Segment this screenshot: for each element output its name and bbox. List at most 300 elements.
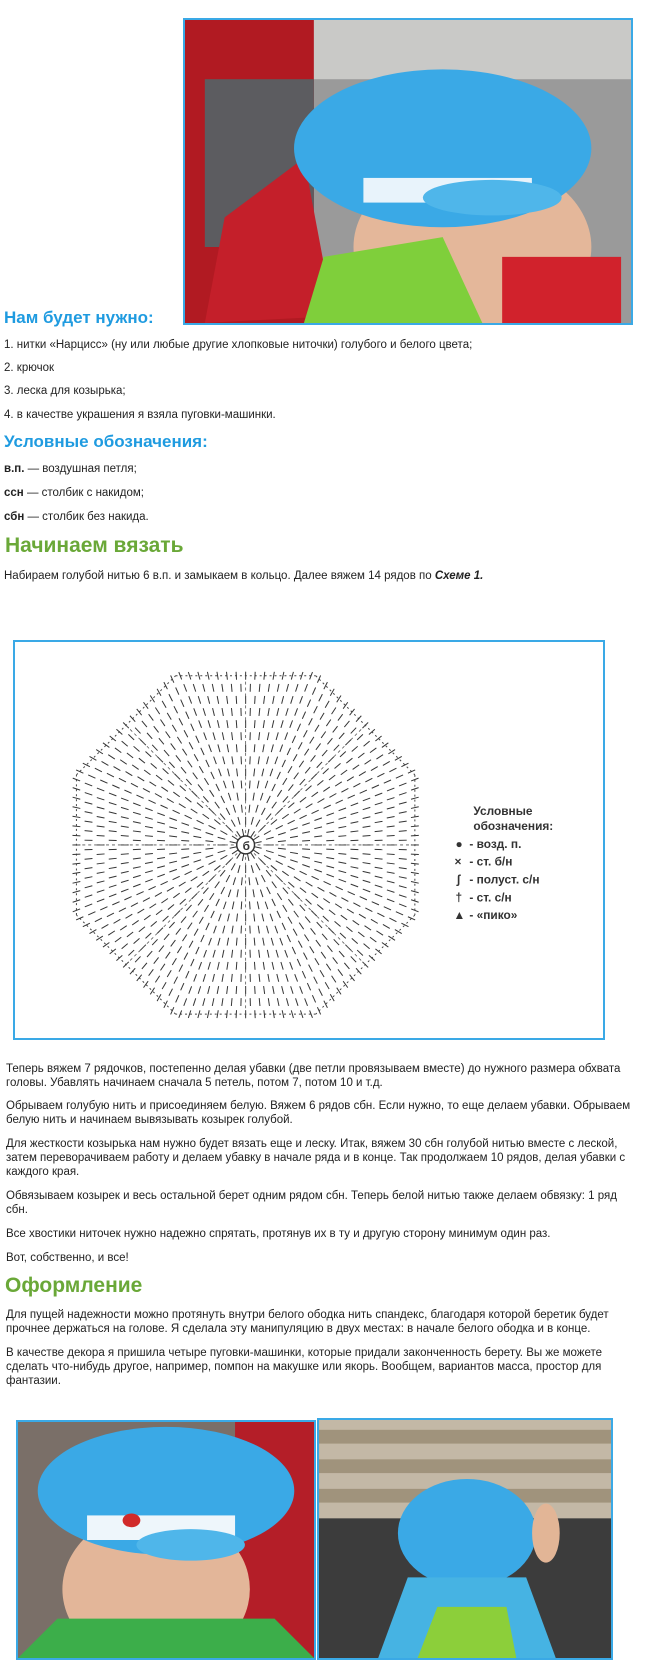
stitch-mark <box>351 875 359 877</box>
stitch-mark <box>155 794 162 798</box>
stitch-mark <box>351 867 359 869</box>
stitch-mark <box>275 926 278 933</box>
stitch-mark <box>142 963 147 969</box>
stitch-mark <box>169 827 177 829</box>
stitch-mark <box>97 899 104 902</box>
legend-item-vp <box>4 462 137 476</box>
stitch-mark <box>344 963 349 969</box>
stitch-mark <box>171 675 174 682</box>
stitch-mark <box>115 748 121 753</box>
stitch-mark <box>277 893 281 900</box>
stitch-mark <box>324 1001 328 1008</box>
stitch-mark <box>157 874 164 877</box>
stitch-mark <box>273 696 274 704</box>
stitch-mark <box>332 976 336 983</box>
stitch-mark <box>161 898 168 902</box>
stitch-mark <box>365 926 372 930</box>
stitch-mark <box>214 865 220 870</box>
stitch-mark <box>189 941 193 948</box>
stitch-mark <box>411 807 419 809</box>
stitch-mark <box>226 875 230 882</box>
stitch-mark <box>160 964 164 971</box>
stitch-mark <box>213 974 215 982</box>
stitch-mark <box>196 947 199 954</box>
stitch-mark <box>282 871 288 876</box>
stitch-mark <box>76 770 83 773</box>
stitch-mark <box>177 946 181 953</box>
stitch-mark <box>236 744 237 752</box>
stitch-mark <box>256 877 258 885</box>
stitch-mark <box>218 744 220 752</box>
legend-abbr: сбн <box>4 511 25 523</box>
stitch-mark <box>276 732 278 740</box>
stitch-mark <box>85 831 93 832</box>
stitch-mark <box>184 953 188 960</box>
stitch-mark <box>290 860 298 862</box>
stitch-mark <box>314 836 322 837</box>
stitch-mark <box>352 746 358 751</box>
stitch-mark <box>291 1010 293 1018</box>
stitch-mark <box>144 770 150 775</box>
start-intro <box>4 569 483 583</box>
stitch-mark <box>281 720 283 728</box>
center-mark: б <box>242 838 251 853</box>
stitch-mark <box>288 866 295 870</box>
stitch-mark <box>217 962 219 970</box>
stitch-mark <box>109 831 117 832</box>
stitch-mark <box>276 861 283 865</box>
stitch-mark <box>181 832 189 834</box>
stitch-mark <box>241 877 242 885</box>
stitch-mark <box>304 934 308 941</box>
stitch-mark <box>164 750 169 756</box>
stitch-mark <box>290 828 298 830</box>
stitch-mark <box>336 800 343 803</box>
stitch-mark <box>188 761 192 768</box>
stitch-mark <box>259 998 260 1006</box>
stitch-mark <box>319 989 323 996</box>
stitch-mark <box>219 769 222 776</box>
stitch-mark <box>203 796 208 802</box>
stitch-mark <box>163 916 169 921</box>
stitch-mark <box>277 790 281 797</box>
stitch-mark <box>375 858 383 859</box>
stitch-mark <box>283 796 288 802</box>
stitch-mark <box>73 807 81 809</box>
stitch-mark <box>144 915 150 920</box>
stitch-mark <box>231 974 232 982</box>
stitch-mark <box>85 904 92 907</box>
stitch-mark <box>128 950 134 955</box>
stitch-mark <box>255 986 256 994</box>
stitch-mark <box>272 962 274 970</box>
stitch-mark <box>375 831 383 832</box>
stitch-mark <box>264 986 265 994</box>
stitch-mark <box>266 851 274 853</box>
stitch-mark <box>411 826 419 827</box>
stitch-mark <box>339 817 347 819</box>
stitch-mark <box>302 841 310 842</box>
stitch-mark <box>121 836 129 837</box>
stitch-mark <box>120 926 127 930</box>
stitch-mark <box>126 914 133 918</box>
stitch-mark <box>145 751 151 756</box>
stitch-mark <box>319 694 323 701</box>
stitch-mark <box>157 994 161 1001</box>
stitch-mark <box>228 890 230 898</box>
stitch-mark <box>193 852 201 853</box>
legend-desc: — воздушная петля; <box>24 463 137 475</box>
stitch-mark <box>185 815 192 818</box>
stitch-mark <box>204 732 207 739</box>
stitch-mark <box>375 821 383 822</box>
stitch-mark <box>370 937 376 942</box>
stitch-mark <box>254 938 255 946</box>
stitch-mark <box>272 720 274 728</box>
stitch-mark <box>147 951 152 957</box>
stitch-mark <box>321 952 326 958</box>
stitch-mark <box>264 1010 265 1018</box>
stitch-mark <box>97 881 105 883</box>
stitch-mark <box>302 857 310 859</box>
stitch-mark <box>171 940 176 946</box>
stitch-mark <box>223 757 225 765</box>
start-heading: Начинаем вязать <box>5 534 184 557</box>
stitch-mark <box>167 970 171 977</box>
stitch-mark <box>97 816 105 817</box>
stitch-mark <box>145 862 153 863</box>
stitch-mark <box>132 920 138 925</box>
stitch-mark <box>149 800 156 803</box>
stitch-mark <box>250 901 251 909</box>
stitch-mark <box>299 923 303 930</box>
stitch-mark <box>264 672 265 680</box>
stitch-mark <box>217 986 218 994</box>
stitch-mark <box>302 832 310 834</box>
stitch-mark <box>411 872 419 873</box>
stitch-mark <box>261 875 265 882</box>
stitch-mark <box>188 923 192 930</box>
stitch-mark <box>149 714 154 720</box>
stitch-mark <box>266 870 271 876</box>
stitch-mark <box>73 872 81 873</box>
stitch-mark <box>353 765 359 770</box>
stitch-mark <box>296 998 298 1006</box>
stitch-mark <box>121 863 129 864</box>
stitch-mark <box>350 709 355 715</box>
stitch-mark <box>193 836 201 837</box>
stitch-mark <box>241 901 242 909</box>
stitch-mark <box>179 718 183 725</box>
stitch-mark <box>389 918 396 922</box>
stitch-mark <box>375 812 383 814</box>
stitch-mark <box>334 939 339 945</box>
stitch-mark <box>314 869 321 872</box>
symbol-picot-icon: ▲ <box>453 908 466 923</box>
stitch-mark <box>267 926 269 934</box>
stitch-mark <box>282 672 284 680</box>
stitch-mark <box>179 882 186 886</box>
stitch-mark <box>314 853 322 854</box>
stitch-mark <box>232 732 233 740</box>
stitch-mark <box>383 761 390 765</box>
stitch-mark <box>377 773 384 777</box>
stitch-mark <box>339 951 344 957</box>
stitch-mark <box>109 894 116 897</box>
stitch-mark <box>199 962 202 969</box>
stitch-mark <box>282 1010 284 1018</box>
stitch-mark <box>163 769 169 774</box>
stitch-mark <box>174 977 178 984</box>
stitch-mark <box>371 919 378 923</box>
stitch-mark <box>157 689 161 696</box>
stitch-mark <box>363 798 370 801</box>
stitch-mark <box>259 708 260 716</box>
stitch-mark <box>317 1007 320 1014</box>
stitch-mark <box>134 938 140 943</box>
stitch-mark <box>142 721 147 727</box>
stitch-mark <box>213 732 215 740</box>
stitch-mark <box>131 903 138 907</box>
stitch-mark <box>300 905 305 911</box>
stitch-mark <box>231 820 235 827</box>
stitch-mark <box>291 986 293 994</box>
stitch-mark <box>282 923 285 930</box>
stitch-mark <box>281 962 283 970</box>
stitch-mark <box>161 881 168 884</box>
stitch-mark <box>137 975 142 981</box>
stitch-mark <box>133 875 141 877</box>
stitch-mark <box>109 812 117 814</box>
stitch-mark <box>135 728 140 734</box>
stitch-mark <box>401 763 408 767</box>
stitch-mark <box>310 946 314 953</box>
stitch-mark <box>387 807 395 809</box>
stitch-mark <box>97 890 105 892</box>
scheme-spoke <box>123 722 237 836</box>
stitch-mark <box>329 794 336 798</box>
stitch-mark <box>232 902 234 910</box>
stitch-mark <box>357 734 363 739</box>
stitch-mark <box>340 751 346 756</box>
legend-abbr: в.п. <box>4 463 25 475</box>
stitch-mark <box>253 889 254 897</box>
stitch-mark <box>363 871 371 873</box>
stitch-mark <box>182 934 186 941</box>
stitch-mark <box>217 696 218 704</box>
stitch-mark <box>267 950 269 958</box>
stitch-mark <box>169 853 177 854</box>
stitch-mark <box>126 772 133 776</box>
stitch-mark <box>232 950 233 958</box>
stitch-mark <box>326 822 334 824</box>
stitch-mark <box>139 758 145 763</box>
stitch-mark <box>336 886 343 889</box>
stitch-mark <box>133 884 140 887</box>
stitch-mark <box>109 885 117 887</box>
stitch-mark <box>387 816 395 817</box>
stitch-mark <box>317 922 322 928</box>
stitch-mark <box>232 926 233 934</box>
stitch-mark <box>271 819 277 824</box>
stitch-mark <box>96 936 103 940</box>
stitch-mark <box>189 696 192 703</box>
stitch-mark <box>97 854 105 855</box>
stitch-mark <box>149 969 154 975</box>
stitch-mark <box>108 755 115 759</box>
stitch-mark <box>176 928 181 934</box>
stitch-mark <box>85 812 93 814</box>
stitch-mark <box>335 904 342 908</box>
stitch-mark <box>358 753 364 758</box>
stitch-mark <box>233 805 235 813</box>
stitch-mark <box>271 865 277 870</box>
scheme-spoke <box>254 722 368 836</box>
bottom-photo-right <box>317 1418 613 1660</box>
stitch-mark <box>181 767 186 773</box>
stitch-mark <box>305 767 310 773</box>
stitch-mark <box>387 863 395 864</box>
needed-item-3: 3. леска для козырька; <box>4 385 126 397</box>
stitch-mark <box>169 694 173 701</box>
stitch-mark <box>315 725 319 732</box>
stitch-mark <box>339 879 346 882</box>
stitch-mark <box>327 813 334 816</box>
stitch-mark <box>364 741 370 746</box>
stitch-mark <box>324 805 331 808</box>
stitch-mark <box>258 756 259 764</box>
design-paragraph-2: В качестве декора я пришила четыре пуговки-машинки, которые придали законченность берету. Вы же можете сделать что-нибудь другое, например, помпон на макушке или якорь. Вообщем, вариантов масса, простор для фантазии. <box>6 1347 603 1387</box>
stitch-mark <box>184 998 187 1005</box>
stitch-mark <box>156 910 162 915</box>
stitch-mark <box>169 869 176 872</box>
stitch-mark <box>251 865 253 873</box>
stitch-mark <box>323 916 329 921</box>
stitch-mark <box>159 946 164 952</box>
stitch-mark <box>399 868 407 869</box>
stitch-mark <box>350 858 358 859</box>
stitch-mark <box>122 944 128 949</box>
stitch-mark <box>231 998 232 1006</box>
stitch-mark <box>121 871 129 873</box>
stitch-mark <box>219 914 222 921</box>
stitch-mark <box>309 965 313 972</box>
stitch-mark <box>375 885 383 887</box>
stitch-mark <box>254 962 255 970</box>
stitch-mark <box>143 898 150 902</box>
stitch-mark <box>326 866 334 868</box>
stitch-mark <box>189 986 192 993</box>
stitch-mark <box>172 725 176 732</box>
stitch-mark <box>154 726 159 732</box>
stitch-mark <box>194 974 197 981</box>
stitch-mark <box>340 933 346 938</box>
stitch-mark <box>218 851 226 853</box>
stitch-mark <box>277 772 280 779</box>
stitch-mark <box>278 855 286 857</box>
stitch-mark <box>145 933 151 938</box>
stitch-mark <box>288 917 292 924</box>
stitch-mark <box>307 983 310 990</box>
stitch-mark <box>217 1010 218 1018</box>
stitch-mark <box>173 893 179 898</box>
stitch-mark <box>166 731 171 737</box>
stitch-mark <box>207 672 209 680</box>
stitch-mark <box>109 858 117 859</box>
step-paragraph-4: Обвязываем козырек и весь остальной берет одним рядом сбн. Теперь белой нитью также делаем обвязку: 1 ряд сбн. <box>6 1190 617 1216</box>
stitch-mark <box>356 716 361 722</box>
stitch-mark <box>222 950 224 958</box>
design-heading: Оформление <box>5 1274 143 1297</box>
stitch-mark <box>171 1007 174 1014</box>
legend-desc: — столбик с накидом; <box>23 487 144 499</box>
stitch-mark <box>73 891 81 893</box>
stitch-mark <box>220 814 225 820</box>
stitch-mark <box>164 1001 168 1008</box>
stitch-mark <box>157 813 164 816</box>
stitch-mark <box>185 797 191 802</box>
stitch-mark <box>293 754 297 761</box>
scheme-spoke <box>254 853 368 967</box>
stitch-mark <box>312 792 318 797</box>
stitch-mark <box>375 867 383 868</box>
stitch-mark <box>136 892 143 895</box>
stitch-mark <box>338 969 343 975</box>
stitch-mark <box>217 672 218 680</box>
stitch-mark <box>294 773 299 779</box>
stitch-mark <box>363 817 371 819</box>
stitch-mark <box>177 737 181 744</box>
stitch-mark <box>227 938 228 946</box>
stitch-mark <box>363 826 371 827</box>
stitch-mark <box>72 863 80 864</box>
stitch-mark <box>325 982 329 989</box>
stitch-mark <box>237 793 238 801</box>
stitch-mark <box>215 882 220 888</box>
stitch-mark <box>155 708 159 715</box>
stitch-mark <box>387 788 394 791</box>
stitch-mark <box>302 865 309 868</box>
stitch-mark <box>388 936 395 940</box>
stitch-mark <box>314 827 322 829</box>
stitch-mark <box>384 907 391 910</box>
stitch-mark <box>154 957 159 963</box>
stitch-mark <box>306 786 312 791</box>
stitch-mark <box>194 860 202 862</box>
stitch-mark <box>85 821 93 822</box>
stitch-mark <box>207 1010 209 1018</box>
stitch-mark <box>203 684 205 692</box>
stitch-mark <box>114 919 121 923</box>
stitch-mark <box>307 700 310 707</box>
stitch-mark <box>236 720 237 728</box>
stitch-mark <box>97 872 105 873</box>
stitch-mark <box>312 687 315 694</box>
stitch-mark <box>288 766 292 773</box>
stitch-mark <box>236 986 237 994</box>
stitch-mark <box>290 962 293 969</box>
stitch-mark <box>220 870 225 876</box>
needed-heading: Нам будет нужно: <box>4 308 154 327</box>
stitch-mark <box>179 804 186 808</box>
stitch-mark <box>387 872 395 873</box>
stitch-mark <box>222 684 223 692</box>
stitch-mark <box>262 769 264 777</box>
stitch-mark <box>217 720 219 728</box>
stitch-mark <box>210 790 214 797</box>
stitch-mark <box>166 952 171 958</box>
stitch-mark <box>109 867 117 868</box>
